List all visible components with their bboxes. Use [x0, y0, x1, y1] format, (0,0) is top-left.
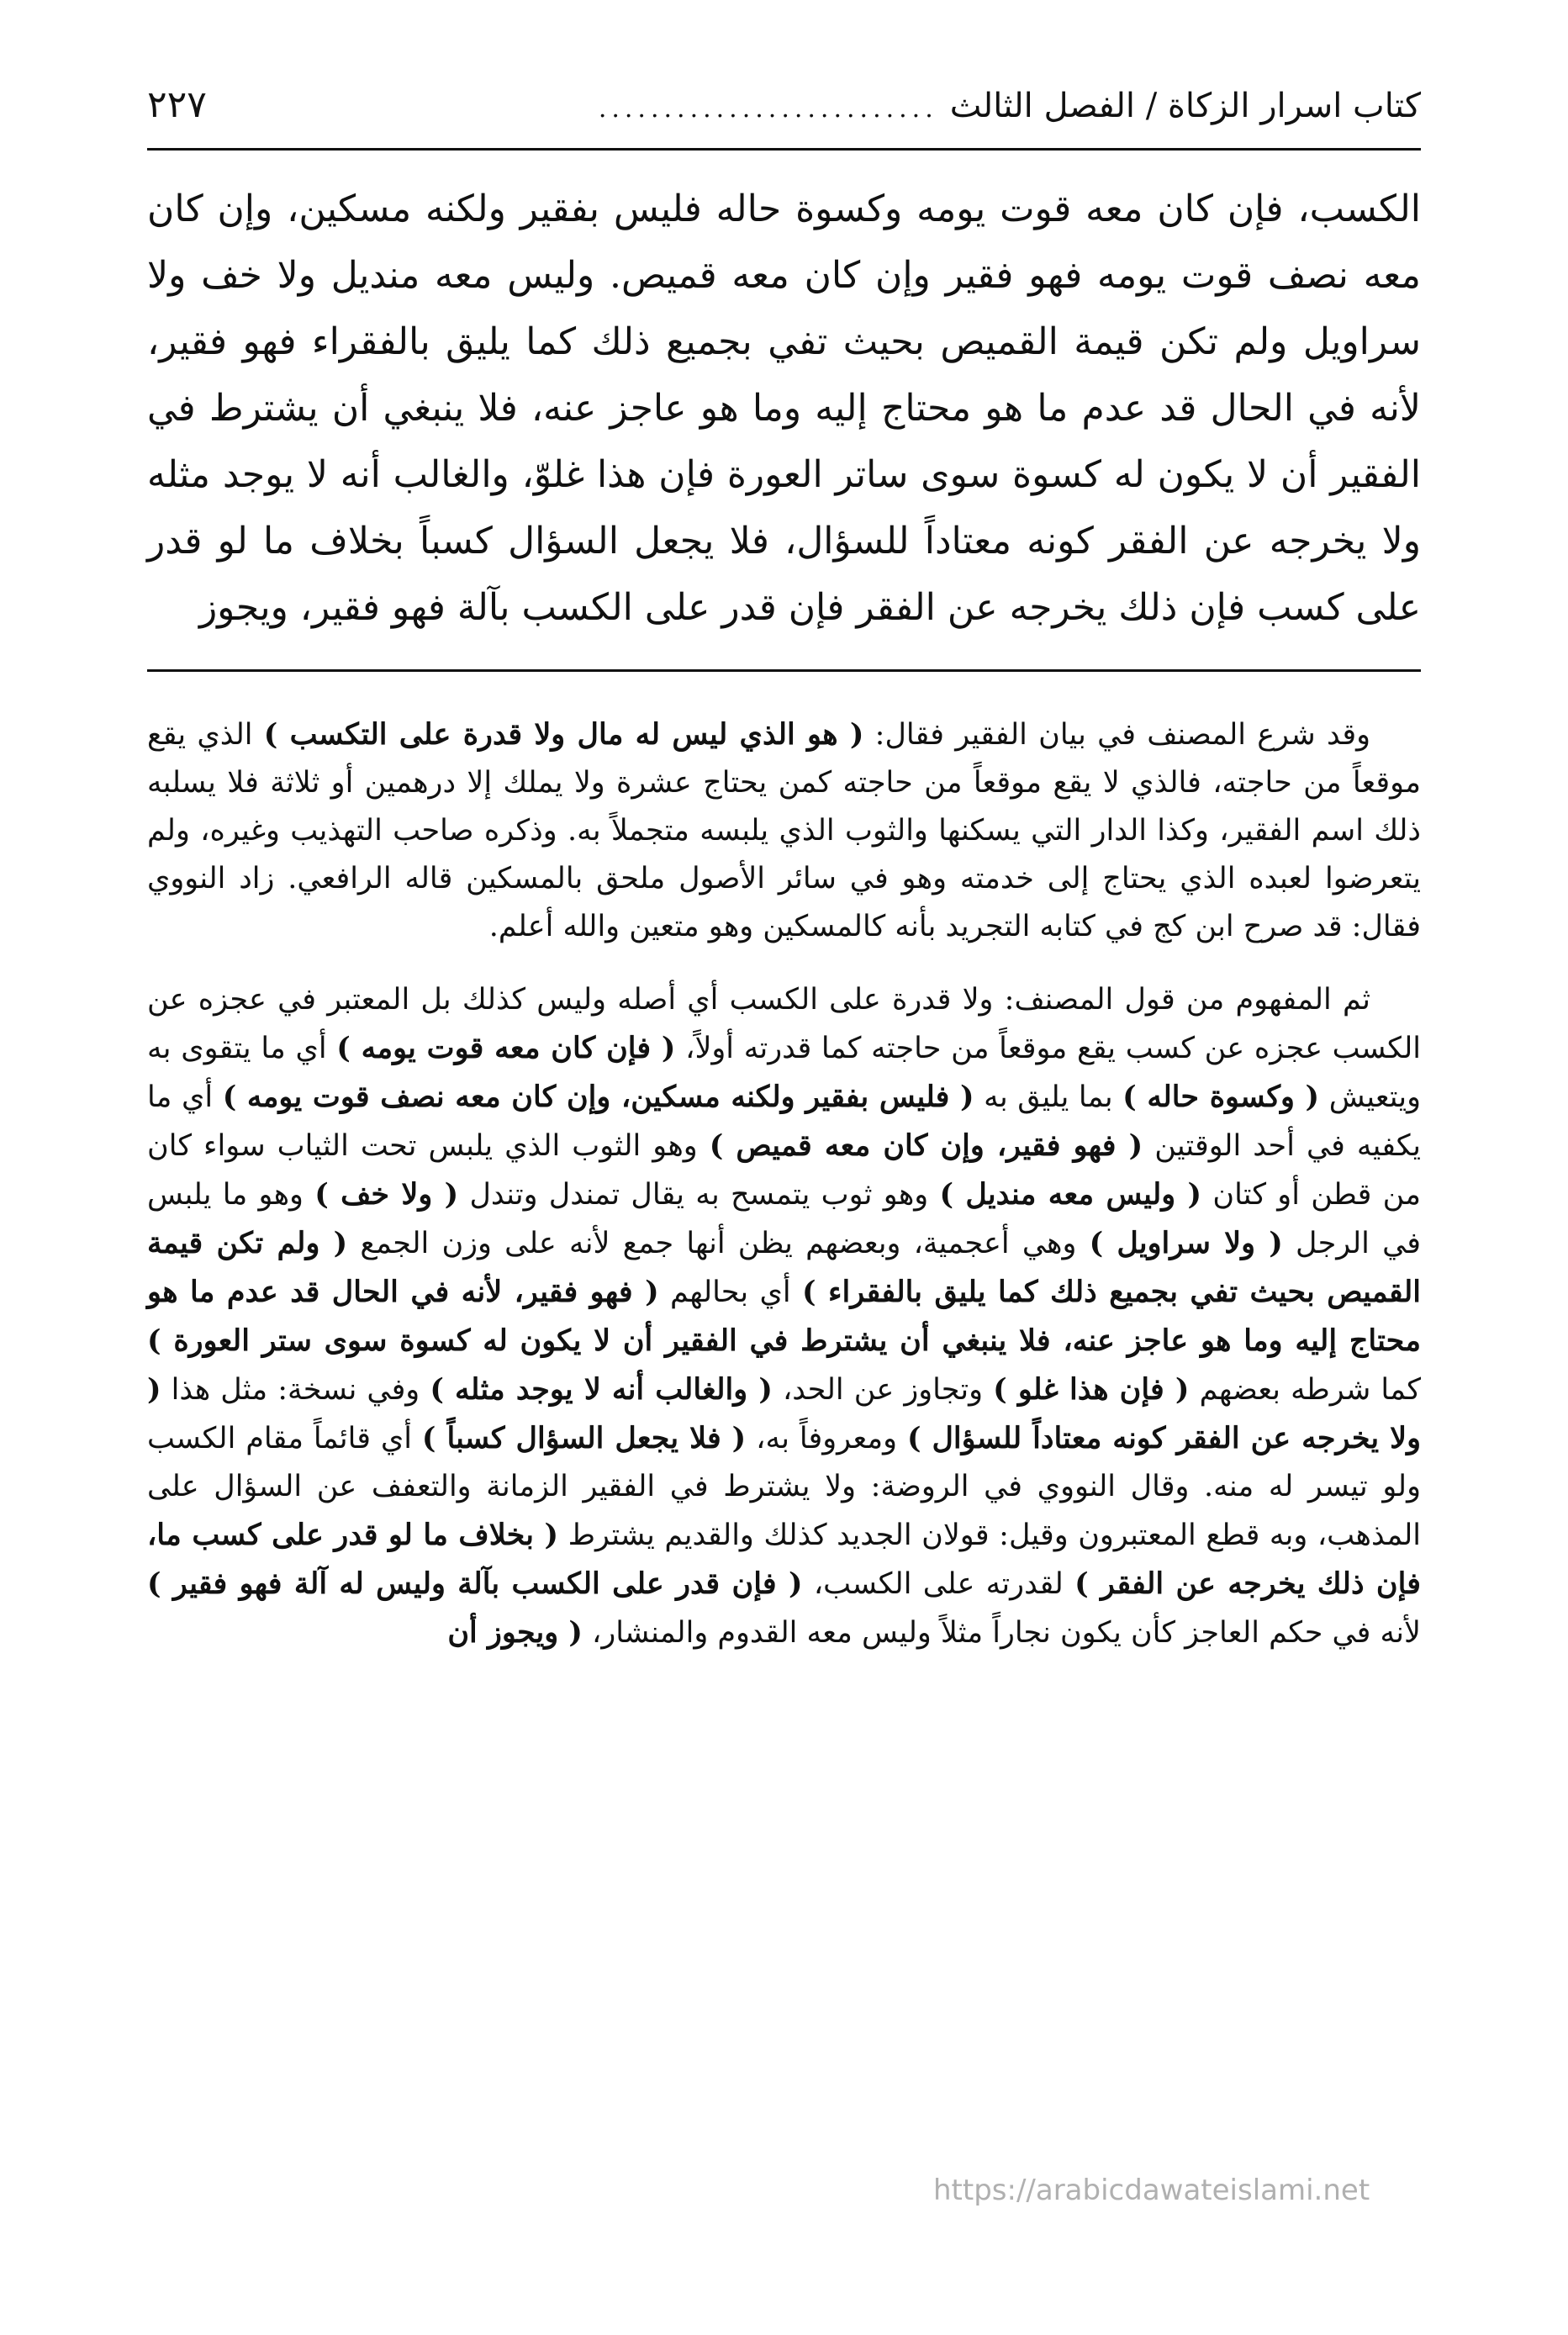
- text-run: أي قائماً مقام الكسب ولو تيسر له منه. وقال النووي في الروضة: ولا يشترط في الفقير الزمانة والتعفف عن السؤال على المذهب، وبه قطع المعتبرون وقيل: قولان الجديد كذلك والقديم يشترط: [147, 1422, 1421, 1552]
- quoted-text: ( ولا خف ): [314, 1177, 459, 1212]
- quoted-text: ( والغالب أنه لا يوجد مثله ): [430, 1372, 773, 1407]
- text-run: أي بحالهم: [658, 1276, 803, 1309]
- quoted-text: ( فإن هذا غلو ): [993, 1372, 1190, 1407]
- text-run: وهي أعجمية، وبعضهم يظن أنها جمع لأنه على وزن الجمع: [347, 1227, 1090, 1260]
- text-run: ثم المفهوم من قول المصنف: ولا قدرة على الكسب أي أصله وليس كذلك بل المعتبر في عجزه عن الكسب عجزه عن كسب يقع موقعاً من حاجته كما قدرته أولاً،: [147, 983, 1421, 1065]
- quoted-text: ( فليس بفقير ولكنه مسكين، وإن كان معه نصف قوت يومه ): [222, 1080, 974, 1114]
- header-title: كتاب اسرار الزكاة / الفصل الثالث: [949, 87, 1421, 125]
- text-run: وهو ثوب يتمسح به يقال تمندل وتندل: [458, 1178, 940, 1212]
- text-run: أي ما يتقوى به ويتعيش: [147, 1032, 1421, 1114]
- quoted-text: ( ولا يخرجه عن الفقر كونه معتاداً للسؤال ): [147, 1372, 1422, 1455]
- main-text: [147, 176, 1421, 641]
- watermark-url: https://arabicdawateislami.net: [933, 2174, 1370, 2207]
- header-dots: ..........................: [598, 94, 938, 124]
- text-run: وتجاوز عن الحد،: [772, 1373, 994, 1407]
- quoted-text: ( فإن قدر على الكسب بآلة وليس له آلة فهو فقير ): [147, 1566, 803, 1601]
- text-run: وقد شرع المصنف في بيان الفقير فقال:: [863, 718, 1370, 752]
- text-run: لقدرته على الكسب،: [802, 1567, 1075, 1601]
- text-run: وفي نسخة: مثل هذا: [161, 1373, 430, 1407]
- quoted-text: ( ولا سراويل ): [1089, 1226, 1283, 1260]
- quoted-text: ( فإن كان معه قوت يومه ): [336, 1031, 676, 1065]
- quoted-text: ( ويجوز أن: [447, 1615, 583, 1650]
- text-run: وهو الثوب الذي يلبس تحت الثياب سواء كان من قطن أو كتان: [147, 1129, 1421, 1212]
- text-run: ومعروفاً به،: [746, 1422, 907, 1455]
- text-run: الذي يقع موقعاً من حاجته، فالذي لا يقع موقعاً من حاجته كمن يحتاج عشرة ولا يملك إلا درهمين أو ثلاثة فلا يسلبه ذلك اسم الفقير، وكذا الدار التي يسكنها والثوب الذي يلبسه متجملاً به. وذكره صاحب التهذيب وغيره، ولم يتعرضوا لعبده الذي يحتاج إلى خدمته وهو في سائر الأصول ملحق بالمسكين قاله الرافعي. زاد النووي فقال: قد صرح ابن كج في كتابه التجريد بأنه كالمسكين وهو متعين والله أعلم.: [147, 718, 1421, 943]
- quoted-text: ( هو الذي ليس له مال ولا قدرة على التكسب ): [263, 717, 864, 752]
- text-run: لأنه في حكم العاجز كأن يكون نجاراً مثلاً وليس معه القدوم والمنشار،: [582, 1616, 1421, 1650]
- quoted-text: ( بخلاف ما لو قدر على كسب ما، فإن ذلك يخرجه عن الفقر ): [147, 1518, 1421, 1601]
- quoted-text: ( وكسوة حاله ): [1122, 1080, 1320, 1114]
- commentary-paragraph-2: [147, 976, 1421, 1657]
- quoted-text: ( ولم تكن قيمة القميص بحيث تفي بجميع ذلك كما يليق بالفقراء ): [147, 1226, 1421, 1309]
- commentary: [147, 711, 1421, 1657]
- text-run: بما يليق به: [974, 1080, 1123, 1114]
- quoted-text: ( فلا يجعل السؤال كسباً ): [421, 1421, 747, 1455]
- text-run: أي ما يكفيه في أحد الوقتين: [147, 1080, 1421, 1163]
- quoted-text: ( فهو فقير، لأنه في الحال قد عدم ما هو محتاج إليه وما هو عاجز عنه، فلا ينبغي أن يشترط في الفقير أن لا يكون له كسوة سوى ستر العورة ): [147, 1275, 1421, 1358]
- quoted-text: ( وليس معه منديل ): [939, 1177, 1202, 1212]
- main-paragraph: الكسب، فإن كان معه قوت يومه وكسوة حاله فليس بفقير ولكنه مسكين، وإن كان معه نصف قوت يومه فهو فقير وإن كان معه قميص. وليس معه منديل ولا خف ولا سراويل ولم تكن قيمة القميص بحيث تفي بجميع ذلك كما يليق بالفقراء فهو فقير، لأنه في الحال قد عدم ما هو محتاج إليه وما هو عاجز عنه، فلا ينبغي أن يشترط في الفقير أن لا يكون له كسوة سوى ساتر العورة فإن هذا غلوّ، والغالب أنه لا يوجد مثله ولا يخرجه عن الفقر كونه معتاداً للسؤال، فلا يجعل السؤال كسباً بخلاف ما لو قدر على كسب فإن ذلك يخرجه عن الفقر فإن قدر على الكسب بآلة فهو فقير، ويجوز: [147, 188, 1421, 629]
- commentary-paragraph-1: [147, 711, 1421, 951]
- header-title-group: [599, 81, 1421, 135]
- running-header: [147, 80, 1421, 151]
- page-number: ٢٢٧: [147, 83, 207, 126]
- quoted-text: ( فهو فقير، وإن كان معه قميص ): [709, 1128, 1143, 1163]
- text-run: وهو ما يلبس في الرجل: [147, 1178, 1421, 1260]
- footnote-separator: [147, 669, 1421, 672]
- text-run: كما شرطه بعضهم: [1189, 1373, 1421, 1407]
